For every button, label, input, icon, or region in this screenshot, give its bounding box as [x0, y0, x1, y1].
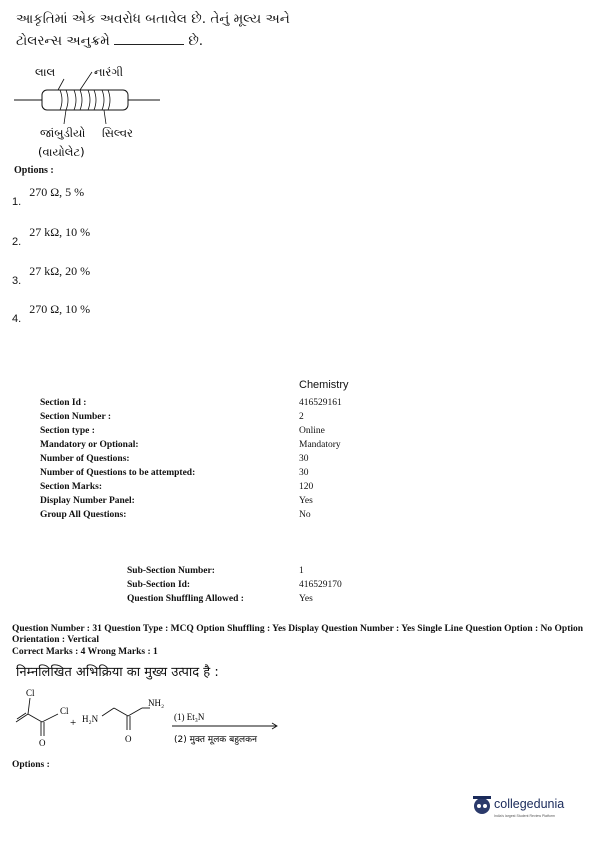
meta-key-display-panel: Display Number Panel: — [40, 496, 135, 506]
sub-key-id: Sub-Section Id: — [127, 580, 191, 590]
marks-info: Correct Marks : 4 Wrong Marks : 1 — [12, 647, 158, 657]
section-name: Chemistry — [299, 379, 349, 391]
step-2: (2) मुक्त मूलक बहुलकन — [174, 735, 257, 745]
label-violet-paren: (વાયોલેટ) — [38, 145, 85, 159]
option-2[interactable] — [12, 223, 91, 248]
question-line-2 — [16, 30, 316, 52]
amine-h2n: H₂N — [82, 714, 99, 724]
answer-blank — [114, 32, 184, 45]
oxygen-2: O — [125, 734, 132, 744]
logo-tagline: India's largest Student Review Platform — [494, 814, 555, 818]
option-3-text: 27 kΩ, 20 % — [29, 264, 91, 278]
acrylamide-structure — [102, 708, 150, 730]
sub-key-number: Sub-Section Number: — [127, 566, 215, 576]
sub-key-shuffling: Question Shuffling Allowed : — [127, 594, 244, 604]
meta-key-section-id: Section Id : — [40, 398, 87, 408]
meta-value-section-type: Online — [299, 426, 325, 436]
label-violet: જાંબુડીયો — [40, 126, 86, 140]
meta-key-section-marks: Section Marks: — [40, 482, 103, 492]
question-info: Question Number : 31 Question Type : MCQ Option Shuffling : Yes Display Question Number : Yes Single Line Question Option : No Option Orientation : Vertical — [12, 624, 584, 645]
option-3-number: 3. — [12, 275, 22, 287]
option-2-text: 27 kΩ, 10 % — [29, 225, 91, 239]
sub-value-shuffling: Yes — [299, 594, 313, 604]
logo-name: collegedunia — [494, 797, 565, 811]
option-3[interactable] — [12, 262, 91, 287]
question-line-2-prefix: ટોલરન્સ અનુક્રમે — [16, 33, 110, 49]
meta-value-num-attempted: 30 — [299, 468, 309, 478]
amine-nh2: NH₂ — [148, 698, 165, 708]
meta-key-mandatory: Mandatory or Optional: — [40, 440, 139, 450]
arrow-orange — [80, 72, 92, 90]
arrow-violet — [64, 110, 66, 124]
oxygen-1: O — [39, 738, 46, 748]
chlorine-1: Cl — [26, 688, 35, 698]
meta-key-num-attempted: Number of Questions to be attempted: — [40, 468, 196, 478]
hindi-question: निम्नलिखित अभिक्रिया का मुख्य उत्पाद है : — [16, 665, 219, 680]
sub-value-id: 416529170 — [299, 580, 342, 590]
meta-value-section-marks: 120 — [299, 482, 314, 492]
logo-head-icon — [474, 798, 490, 814]
meta-value-section-id: 416529161 — [299, 398, 342, 408]
reaction-scheme — [10, 686, 310, 752]
options-label-2: Options : — [12, 760, 50, 770]
option-2-number: 2. — [12, 236, 22, 248]
meta-value-group-all: No — [299, 510, 311, 520]
option-4[interactable] — [12, 300, 91, 325]
label-orange: નારંગી — [94, 65, 124, 79]
meta-value-mandatory: Mandatory — [299, 440, 341, 450]
label-red: લાલ — [35, 65, 56, 79]
meta-key-section-number: Section Number : — [40, 412, 112, 422]
question-line-2-suffix: છે. — [188, 33, 204, 49]
option-1-number: 1. — [12, 196, 22, 208]
meta-value-section-number: 2 — [299, 412, 304, 422]
option-1[interactable] — [12, 183, 85, 208]
option-4-number: 4. — [12, 313, 22, 325]
acyl-chloride-structure — [16, 698, 58, 736]
option-4-text: 270 Ω, 10 % — [29, 302, 91, 316]
plus-sign: + — [70, 717, 77, 729]
meta-key-num-questions: Number of Questions: — [40, 454, 130, 464]
logo-cap-icon — [473, 796, 491, 799]
meta-value-num-questions: 30 — [299, 454, 309, 464]
arrow-silver — [104, 110, 106, 124]
chlorine-2: Cl — [60, 706, 69, 716]
resistor-diagram — [10, 62, 210, 162]
arrow-red — [58, 79, 64, 90]
step-1: (1) Et₃N — [174, 712, 205, 722]
resistor-body — [42, 90, 128, 110]
collegedunia-logo — [470, 790, 585, 830]
question-line-1: આકૃતિમાં એક અવરોધ બતાવેલ છે. તેનું મૂલ્ય અને — [16, 11, 290, 27]
meta-key-group-all: Group All Questions: — [40, 510, 127, 520]
question-text — [16, 8, 316, 52]
sub-value-number: 1 — [299, 566, 304, 576]
options-label: Options : — [14, 165, 54, 176]
option-1-text: 270 Ω, 5 % — [29, 185, 85, 199]
meta-key-section-type: Section type : — [40, 426, 95, 436]
meta-value-display-panel: Yes — [299, 496, 313, 506]
label-silver: સિલ્વર — [102, 126, 134, 140]
